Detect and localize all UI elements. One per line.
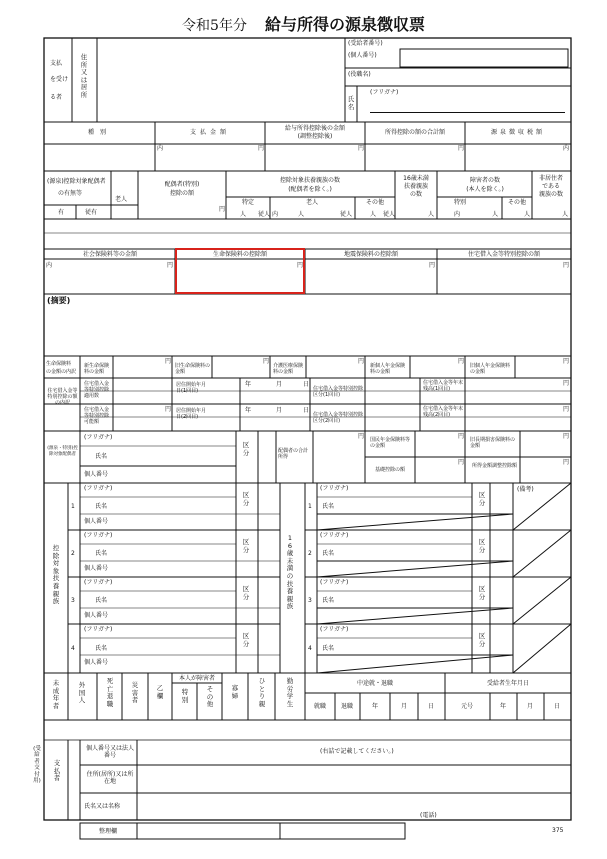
under16-person-unit: 人 xyxy=(428,211,435,218)
life-yen-unit: 円 xyxy=(297,262,304,269)
housing-loan-header: 住宅借入金等特別控除の額 xyxy=(467,251,541,258)
spouse-special-subheader: 控除の額 xyxy=(169,190,195,197)
position-label: (役職名) xyxy=(348,71,371,78)
payee-label-1: 支払 xyxy=(50,60,63,67)
otsu-flag-label: 乙欄 xyxy=(156,684,164,700)
balance-2-yen: 円 xyxy=(563,406,570,413)
name-label: 氏名 xyxy=(347,95,355,111)
title-main: 給与所得の源泉徴収票 xyxy=(264,15,425,34)
social-insurance-header: 社会保険料等の金額 xyxy=(82,251,138,258)
dependent-2-name: 氏名 xyxy=(95,550,108,557)
housing-possible-header: 住宅借入金等特別控除可能額 xyxy=(84,407,110,425)
dependent-row-1-number: 1 xyxy=(71,503,75,510)
recipient-number-label: (受給者番号) xyxy=(348,40,383,47)
quake-yen-unit: 円 xyxy=(429,262,436,269)
after-deduction-note: (調整控除後) xyxy=(297,133,333,140)
dependent-row-4-number: 4 xyxy=(71,645,75,652)
new-pension-yen: 円 xyxy=(458,358,465,365)
basic-deduction-label: 基礎控除の額 xyxy=(375,467,406,473)
dependent-2-personal-no: 個人番号 xyxy=(84,565,109,572)
spouse-kubun-label: 区分 xyxy=(242,441,250,457)
under16-1-kana: (フリガナ) xyxy=(320,485,349,492)
housing-detail-label: 住宅借入金等特別控除の額の内訳 xyxy=(47,388,78,406)
corporate-number-label: 個人番号又は法人番号 xyxy=(85,745,134,759)
basic-deduction-yen: 円 xyxy=(458,459,465,466)
dependent-4-name: 氏名 xyxy=(95,645,108,652)
nonresident-person-unit: 人 xyxy=(562,211,569,218)
under16-2-name: 氏名 xyxy=(322,550,335,557)
income-adjust-label: 所得金額調整控除額 xyxy=(472,463,518,469)
payee-label-2: を受け xyxy=(50,76,69,83)
specific-dependent-unit: 従人 xyxy=(258,211,271,218)
new-pension-header: 新個人年金保険料の金額 xyxy=(370,363,406,375)
widow-flag-label: 寡婦 xyxy=(231,684,239,700)
balance-2-header: 住宅借入金等年末残高(2回目) xyxy=(423,406,464,418)
spouse-presence-header: (源泉)控除対象配偶者 xyxy=(47,178,106,185)
dependents-vertical-label: 控除対象扶養親族 xyxy=(52,544,60,606)
under16-3-name: 氏名 xyxy=(322,597,335,604)
care-medical-header: 介護医療保険料の金額 xyxy=(273,363,304,375)
nonresident-header-2: である xyxy=(541,183,561,190)
dependent-row-3-number: 3 xyxy=(71,597,75,604)
elderly-person-unit: 人 xyxy=(298,211,305,218)
under16-row-3-number: 3 xyxy=(308,597,312,604)
name-underline xyxy=(370,112,565,113)
mid-year-year: 年 xyxy=(371,703,379,710)
disabled-note: (本人を除く。) xyxy=(466,186,504,193)
start1-year: 年 xyxy=(245,381,252,388)
nonresident-header-3: 親族の数 xyxy=(538,191,564,198)
housing-yen-unit: 円 xyxy=(563,262,570,269)
tax-inner-mark: 内 xyxy=(563,145,570,152)
housing-possible-yen: 円 xyxy=(165,406,172,413)
old-long-term-label: 旧長期損害保険料の金額 xyxy=(470,437,516,449)
spouse-detail-label: (源泉・特別)控除対象配偶者 xyxy=(47,446,78,457)
spouse-amount-yen: 円 xyxy=(219,206,226,213)
life-detail-label-1: 生命保険料 xyxy=(46,361,72,367)
life-detail-label-2: の金額の内訳 xyxy=(46,369,77,375)
dependent-3-name: 氏名 xyxy=(95,597,108,604)
birth-month-header: 月 xyxy=(526,703,534,710)
personal-number-label: (個人番号) xyxy=(348,52,377,59)
under16-header-2: 扶養親族 xyxy=(403,183,429,190)
life-insurance-header: 生命保険料の控除額 xyxy=(212,251,268,258)
payer-name-label: 氏名又は名称 xyxy=(84,803,121,810)
national-pension-yen: 円 xyxy=(458,433,465,440)
working-student-flag-label: 勤労学生 xyxy=(286,677,294,708)
deduction-total-yen-unit: 円 xyxy=(458,145,465,152)
type-header: 種別 xyxy=(87,129,113,136)
category-1-header: 住宅借入金等特別控除区分(1回目) xyxy=(313,386,364,398)
under16-row-4-number: 4 xyxy=(308,645,312,652)
balance-1-yen: 円 xyxy=(563,380,570,387)
spouse-yes-label: 有 xyxy=(58,209,65,216)
withholding-tax-header: 源泉徴収税額 xyxy=(490,129,546,136)
under16-1-name: 氏名 xyxy=(322,503,335,510)
nonresident-header-1: 非居住者 xyxy=(538,175,564,182)
birth-day-header: 日 xyxy=(553,703,561,710)
birth-era-header: 元号 xyxy=(460,703,474,710)
elderly-inner-mark: 内 xyxy=(272,211,279,218)
dependent-2-kubun: 区分 xyxy=(242,538,250,554)
retire-header: 退職 xyxy=(340,703,354,710)
payee-address-label: 住所又は居所 xyxy=(80,53,88,99)
under16-row-1-number: 1 xyxy=(308,503,312,510)
form-code: 375 xyxy=(552,827,564,834)
start1-day: 日 xyxy=(303,381,310,388)
deduction-total-header: 所得控除の額の合計額 xyxy=(384,129,446,136)
special-inner-mark: 内 xyxy=(454,211,461,218)
spouse-total-income-label: 配偶者の合計所得 xyxy=(278,448,309,460)
dependent-3-kana: (フリガナ) xyxy=(84,579,113,586)
dependents-count-header: 控除対象扶養親族の数 xyxy=(279,177,341,184)
payer-address-label: 住所(居所)又は所在地 xyxy=(86,771,134,785)
under16-row-2-number: 2 xyxy=(308,550,312,557)
under16-2-kubun: 区分 xyxy=(478,538,486,554)
earthquake-insurance-header: 地震保険料の控除額 xyxy=(343,251,399,258)
mid-year-day: 日 xyxy=(427,703,435,710)
other-person-unit: 人 xyxy=(370,211,377,218)
phone-label: (電話) xyxy=(420,812,437,819)
disabled-header: 障害者の数 xyxy=(469,177,501,184)
dependent-1-kubun: 区分 xyxy=(242,491,250,507)
right-align-note: (右詰で記載してください。) xyxy=(320,748,394,755)
dependent-3-personal-no: 個人番号 xyxy=(84,612,109,619)
under16-3-kubun: 区分 xyxy=(478,585,486,601)
social-inner-mark: 内 xyxy=(46,262,53,269)
name-kana-label: (フリガナ) xyxy=(370,89,399,96)
start2-year: 年 xyxy=(245,407,252,414)
spouse-name-label: 氏名 xyxy=(95,453,108,460)
start2-month: 月 xyxy=(276,407,283,414)
under16-4-name: 氏名 xyxy=(322,645,335,652)
special-person-unit: 人 xyxy=(492,211,499,218)
dependent-1-personal-no: 個人番号 xyxy=(84,518,109,525)
pay-amount-header: 支払金額 xyxy=(189,129,231,136)
birth-year-header: 年 xyxy=(499,703,507,710)
special-disabled-header: 特別 xyxy=(453,199,467,206)
spouse-special-header: 配偶者(特別) xyxy=(164,181,200,188)
start-date-2-header: 居住開始年月日(2回目) xyxy=(176,408,207,420)
foreigner-flag-label: 外国人 xyxy=(78,681,86,705)
under16-header-1: 16歳未満 xyxy=(403,175,429,182)
elderly-spouse-label: 老人 xyxy=(115,196,128,203)
pay-yen-unit: 円 xyxy=(258,145,265,152)
category-2-header: 住宅借入金等特別控除区分(2回目) xyxy=(313,412,364,424)
payer-vertical-label: 支払者 xyxy=(53,759,61,783)
dependent-1-name: 氏名 xyxy=(95,503,108,510)
other-disabled-person-unit: 人 xyxy=(524,211,531,218)
birth-date-header: 受給者生年月日 xyxy=(486,680,530,687)
elderly-dependent-unit: 従人 xyxy=(340,211,353,218)
start2-day: 日 xyxy=(303,407,310,414)
start1-month: 月 xyxy=(276,381,283,388)
hire-header: 就職 xyxy=(313,703,327,710)
spouse-presence-subheader: の有無等 xyxy=(58,190,83,197)
other-disabled-header: その他 xyxy=(507,199,527,206)
self-other-label: その他 xyxy=(206,685,214,709)
mid-year-month: 月 xyxy=(400,703,408,710)
old-life-header: 旧生命保険料の金額 xyxy=(175,363,211,375)
under16-3-kana: (フリガナ) xyxy=(320,579,349,586)
disaster-flag-label: 災害者 xyxy=(131,681,139,705)
remarks-label: (摘要) xyxy=(47,296,71,305)
old-pension-yen: 円 xyxy=(563,358,570,365)
payee-label-3: る者 xyxy=(50,94,63,101)
spouse-kana-label: (フリガナ) xyxy=(84,434,113,441)
dependent-2-kana: (フリガナ) xyxy=(84,532,113,539)
balance-1-header: 住宅借入金等年末残高(1回目) xyxy=(423,380,464,392)
old-life-yen: 円 xyxy=(263,358,270,365)
specific-person-unit: 人 xyxy=(240,211,247,218)
dependent-4-kubun: 区分 xyxy=(242,632,250,648)
pay-inner-mark: 内 xyxy=(157,145,164,152)
housing-applicable-header: 住宅借入金等特別控除適用数 xyxy=(84,381,110,399)
under16-4-kana: (フリガナ) xyxy=(320,626,349,633)
after-deduction-yen-unit: 円 xyxy=(358,145,365,152)
spouse-personal-no-label: 個人番号 xyxy=(84,471,109,478)
under16-2-kana: (フリガナ) xyxy=(320,532,349,539)
old-pension-header: 旧個人年金保険料の金額 xyxy=(470,363,511,375)
dependent-3-kubun: 区分 xyxy=(242,585,250,601)
specific-header: 特定 xyxy=(241,199,255,206)
self-disabled-header: 本人が障害者 xyxy=(178,675,216,682)
social-yen-unit: 円 xyxy=(167,262,174,269)
dependent-1-kana: (フリガナ) xyxy=(84,485,113,492)
under16-1-kubun: 区分 xyxy=(478,491,486,507)
under16-vertical-label: 16歳未満の扶養親族 xyxy=(286,534,294,611)
spouse-dependent-yes-label: 従有 xyxy=(85,209,98,216)
old-long-term-yen: 円 xyxy=(563,433,570,440)
minor-flag-label: 未成年者 xyxy=(52,679,60,710)
dependent-4-personal-no: 個人番号 xyxy=(84,659,109,666)
start-date-1-header: 居住開始年月日(1回目) xyxy=(176,382,207,394)
arrangement-label: 整理欄 xyxy=(98,828,118,835)
care-medical-yen: 円 xyxy=(358,358,365,365)
other-header: その他 xyxy=(365,199,385,206)
after-deduction-header: 給与所得控除後の金額 xyxy=(284,125,346,132)
income-adjust-yen: 円 xyxy=(563,459,570,466)
biko-label: (備考) xyxy=(517,486,534,493)
dependent-row-2-number: 2 xyxy=(71,550,75,557)
under16-header-3: の数 xyxy=(409,191,423,198)
new-life-header: 新生命保険料の金額 xyxy=(84,363,110,375)
title-era: 令和5年分 xyxy=(182,18,247,34)
national-pension-label: 国民年金保険料等の金額 xyxy=(370,437,411,449)
mid-year-header: 中途就・退職 xyxy=(356,680,394,687)
death-retirement-flag-label: 死亡退職 xyxy=(106,677,114,708)
recipient-copy-side-label: (受給者交付用) xyxy=(33,746,41,785)
single-parent-flag-label: ひとり親 xyxy=(258,677,266,708)
elderly-header: 老人 xyxy=(305,199,319,206)
other-dependent-unit: 従人 xyxy=(383,211,396,218)
new-life-yen: 円 xyxy=(165,358,172,365)
spouse-total-yen: 円 xyxy=(358,433,365,440)
under16-4-kubun: 区分 xyxy=(478,632,486,648)
dependents-count-note: (配偶者を除く。) xyxy=(288,186,332,193)
dependent-4-kana: (フリガナ) xyxy=(84,626,113,633)
self-special-label: 特別 xyxy=(181,688,189,704)
